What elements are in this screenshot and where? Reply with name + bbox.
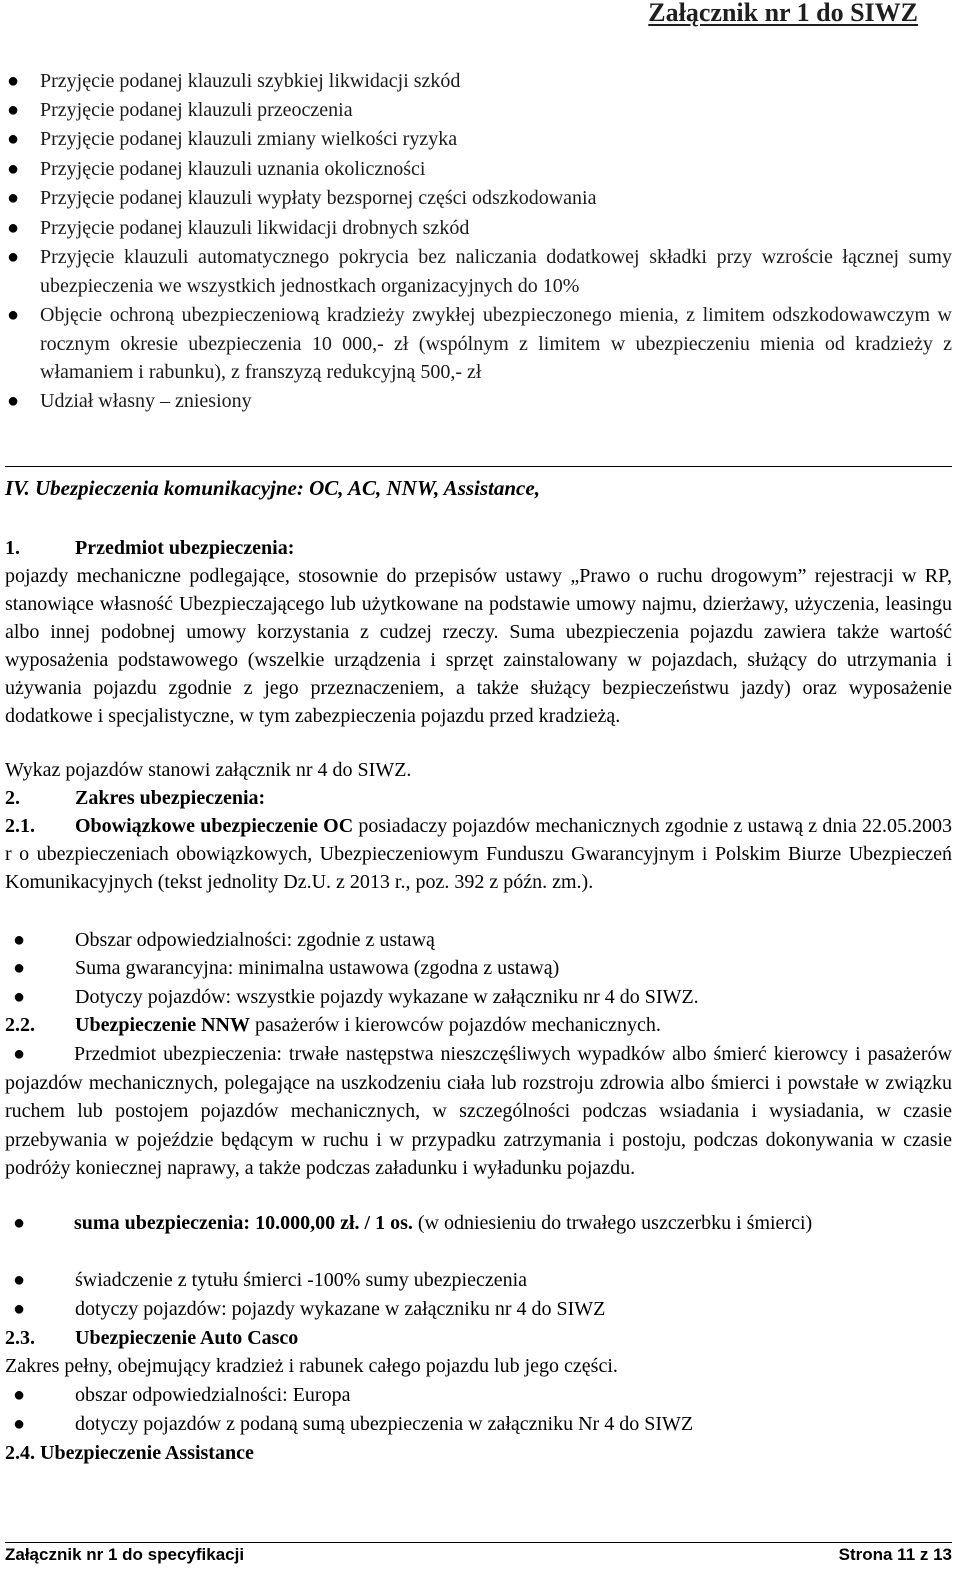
bullet-icon: ● bbox=[7, 304, 20, 326]
bullet-icon: ● bbox=[13, 1384, 26, 1406]
list-item: ● dotyczy pojazdów: pojazdy wykazane w załączniku nr 4 do SIWZ bbox=[6, 1295, 952, 1324]
bullet-icon: ● bbox=[13, 1212, 26, 1234]
list-item: ● Przyjęcie podanej klauzuli uznania okoliczności bbox=[6, 155, 952, 184]
list-item: ● Przyjęcie podanej klauzuli likwidacji drobnych szkód bbox=[6, 214, 952, 243]
paragraph: 2.1. Obowiązkowe ubezpieczenie OC posiadaczy pojazdów mechanicznych zgodnie z ustawą z dnia 22.05.2003 r o ubezpieczeniach obowiązkowych, Ubezpieczeniowym Funduszu Gwarancyjnym i Polskim Biurze Ubezpieczeń Komunikacyjnych (tekst jednolity Dz.U. z 2013 r., poz. 392 z późn. zm.). bbox=[5, 815, 952, 893]
paragraph: 2.2. Ubezpieczenie NNW pasażerów i kierowców pojazdów mechanicznych. bbox=[5, 1014, 661, 1036]
list-item: ● Przyjęcie klauzuli automatycznego pokrycia bez naliczania dodatkowej składki przy wzroście łącznej sumy ubezpieczenia we wszystkich jednostkach organizacyjnych do 10% bbox=[6, 243, 952, 300]
bullet-icon: ● bbox=[13, 957, 26, 979]
bullet-icon: ● bbox=[7, 246, 20, 268]
list-item: ● suma ubezpieczenia: 10.000,00 zł. / 1 os. (w odniesieniu do trwałego uszczerbku i śmierci) bbox=[5, 1209, 952, 1238]
list-item: ● Przedmiot ubezpieczenia: trwałe następstwa nieszczęśliwych wypadków albo śmierć kierowcy i pasażerów pojazdów mechanicznych, polegające na uszkodzeniu ciała lub rozstroju zdrowia albo śmierci i powstałe w związku ruchem lub postojem pojazdów mechanicznych, w szczególności podczas wsiadania i wysiadania, w czasie przebywania w pojeździe będącym w ruchu i w przypadku zatrzymania i postoju, podczas dokonywania w czasie podróży koniecznej naprawy, a także podczas załadunku i wyładunku pojazdu. bbox=[5, 1040, 952, 1183]
list-item: ● Suma gwarancyjna: minimalna ustawowa (zgodna z ustawą) bbox=[6, 954, 952, 983]
list-item: ● Przyjęcie podanej klauzuli szybkiej likwidacji szkód bbox=[6, 67, 952, 96]
list-item: ● Objęcie ochroną ubezpieczeniową kradzieży zwykłej ubezpieczonego mienia, z limitem odszkodowawczym w rocznym okresie ubezpieczenia 10 000,- zł (wspólnym z limitem w ubezpieczeniu mienia od kradzieży z włamaniem i rabunku), z franszyzą redukcyjną 500,- zł bbox=[6, 301, 952, 387]
list-item: ● Dotyczy pojazdów: wszystkie pojazdy wykazane w załączniku nr 4 do SIWZ. bbox=[6, 983, 952, 1012]
paragraph: Zakres pełny, obejmujący kradzież i rabunek całego pojazdu lub jego części. bbox=[5, 1355, 618, 1377]
bullet-icon: ● bbox=[7, 390, 20, 412]
footer-page-number: Strona 11 z 13 bbox=[838, 1545, 952, 1564]
list-item: ● świadczenie z tytułu śmierci -100% sumy ubezpieczenia bbox=[6, 1266, 952, 1295]
subsection-heading: 1. Przedmiot ubezpieczenia: bbox=[5, 537, 295, 559]
bullet-icon: ● bbox=[7, 187, 20, 209]
bullet-icon: ● bbox=[7, 217, 20, 239]
subsection-heading: 2.4. Ubezpieczenie Assistance bbox=[5, 1442, 254, 1464]
list-item: ● Obszar odpowiedzialności: zgodnie z ustawą bbox=[6, 926, 952, 955]
subsection-heading: 2.3. Ubezpieczenie Auto Casco bbox=[5, 1327, 299, 1349]
page-header-title: Załącznik nr 1 do SIWZ bbox=[648, 0, 918, 27]
list-item: ● Udział własny – zniesiony bbox=[6, 387, 952, 416]
bullet-icon: ● bbox=[13, 986, 26, 1008]
section-divider bbox=[5, 466, 952, 467]
bullet-icon: ● bbox=[7, 128, 20, 150]
bullet-icon: ● bbox=[13, 1413, 26, 1435]
list-item: ● dotyczy pojazdów z podaną sumą ubezpieczenia w załączniku Nr 4 do SIWZ bbox=[6, 1410, 952, 1439]
bullet-icon: ● bbox=[13, 929, 26, 951]
bullet-icon: ● bbox=[13, 1298, 26, 1320]
list-item: ● obszar odpowiedzialności: Europa bbox=[6, 1381, 952, 1410]
bullet-icon: ● bbox=[7, 99, 20, 121]
section-heading: IV. Ubezpieczenia komunikacyjne: OC, AC, NNW, Assistance, bbox=[5, 476, 540, 500]
list-item: ● Przyjęcie podanej klauzuli przeoczenia bbox=[6, 96, 952, 125]
paragraph: Wykaz pojazdów stanowi załącznik nr 4 do SIWZ. bbox=[5, 759, 412, 781]
list-item: ● Przyjęcie podanej klauzuli wypłaty bezspornej części odszkodowania bbox=[6, 184, 952, 213]
bullet-icon: ● bbox=[13, 1043, 26, 1065]
paragraph: pojazdy mechaniczne podlegające, stosownie do przepisów ustawy „Prawo o ruchu drogowym” rejestracji w RP, stanowiące własność Ubezpieczającego lub użytkowane na podstawie umowy najmu, dzierżawy, użyczenia, leasingu albo innej podobnej umowy korzystania z cudzej rzeczy. Suma ubezpieczenia pojazdu zawiera także wartość wyposażenia podstawowego (wszelkie urządzenia i sprzęt zainstalowany w pojazdach, służący do utrzymania i używania pojazdu zgodnie z jego przeznaczeniem, a także służący bezpieczeństwu jazdy) oraz wyposażenie dodatkowe i specjalistyczne, w tym zabezpieczenia pojazdu przed kradzieżą. bbox=[5, 565, 952, 727]
bullet-icon: ● bbox=[7, 158, 20, 180]
list-item: ● Przyjęcie podanej klauzuli zmiany wielkości ryzyka bbox=[6, 125, 952, 154]
subsection-heading: 2. Zakres ubezpieczenia: bbox=[5, 787, 266, 809]
page-footer bbox=[5, 1542, 952, 1569]
bullet-icon: ● bbox=[7, 70, 20, 92]
bullet-icon: ● bbox=[13, 1269, 26, 1291]
footer-document-name: Załącznik nr 1 do specyfikacji bbox=[5, 1545, 245, 1564]
